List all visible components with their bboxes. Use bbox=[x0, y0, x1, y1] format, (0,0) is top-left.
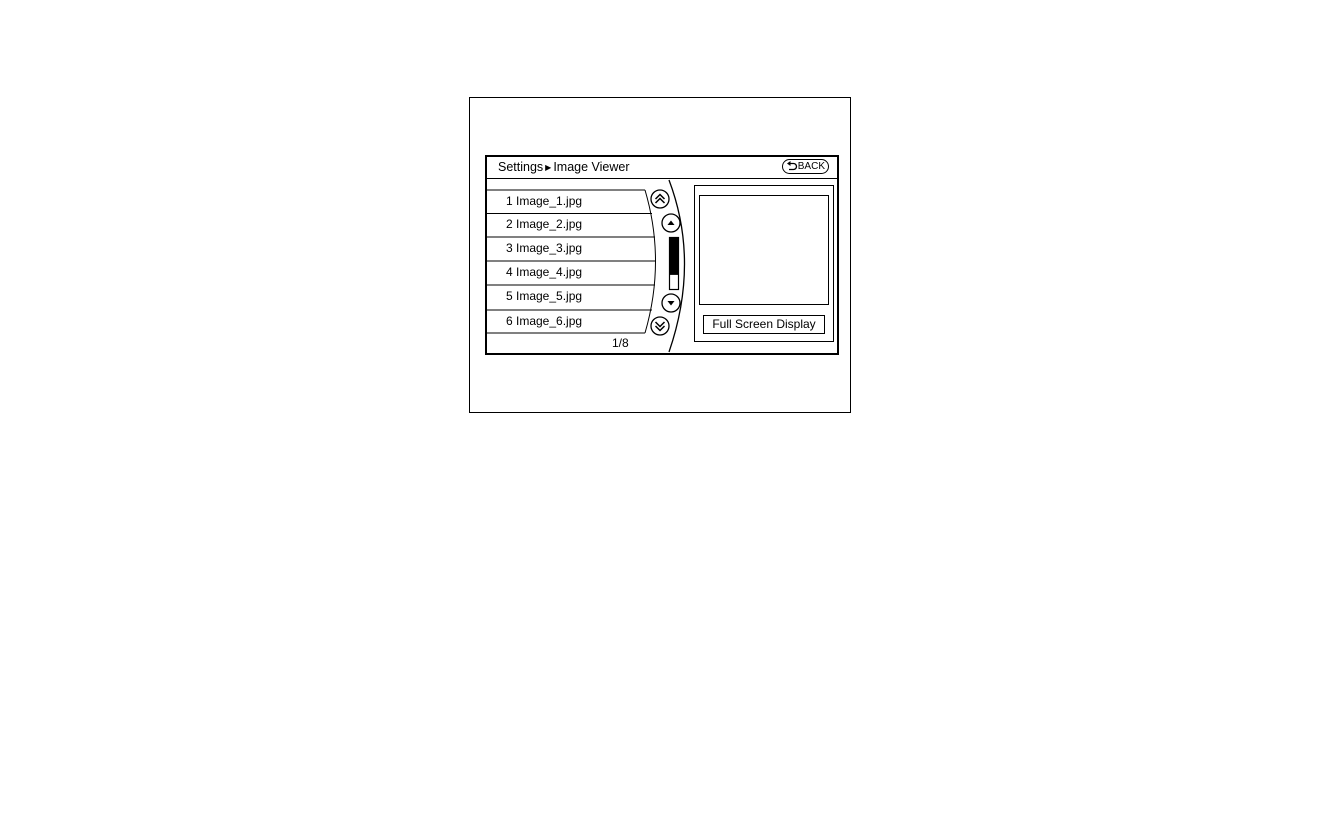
list-item[interactable] bbox=[487, 237, 655, 260]
scrollbar-thumb[interactable] bbox=[670, 238, 679, 275]
page-counter: 1/8 bbox=[612, 336, 629, 350]
scroll-up-icon[interactable] bbox=[662, 214, 680, 232]
list-item[interactable] bbox=[487, 190, 645, 213]
list-item-label: 4 Image_4.jpg bbox=[506, 265, 583, 279]
back-button[interactable] bbox=[782, 159, 829, 174]
scroll-down-icon[interactable] bbox=[662, 294, 680, 312]
list-item-label: 1 Image_1.jpg bbox=[506, 194, 583, 208]
breadcrumb-root[interactable]: Settings bbox=[498, 160, 544, 174]
image-preview bbox=[699, 195, 829, 305]
list-item-label: 6 Image_6.jpg bbox=[506, 314, 583, 328]
full-screen-display-button[interactable]: Full Screen Display bbox=[703, 315, 825, 334]
scrollbar[interactable] bbox=[670, 238, 679, 290]
page-title: Image Viewer bbox=[553, 160, 630, 174]
page-up-icon[interactable] bbox=[651, 190, 669, 208]
list-item-label: 3 Image_3.jpg bbox=[506, 241, 583, 255]
breadcrumb-separator-icon: ▶ bbox=[545, 163, 552, 172]
header-divider bbox=[487, 178, 837, 179]
page-down-icon[interactable] bbox=[651, 317, 669, 335]
breadcrumb bbox=[498, 159, 630, 177]
list-item[interactable] bbox=[487, 285, 652, 308]
list-item[interactable] bbox=[487, 261, 655, 284]
back-label: BACK bbox=[797, 161, 825, 172]
list-item[interactable] bbox=[487, 310, 645, 333]
list-item-label: 5 Image_5.jpg bbox=[506, 289, 583, 303]
list-item[interactable] bbox=[487, 213, 652, 236]
back-arrow-icon bbox=[786, 161, 798, 172]
list-item-label: 2 Image_2.jpg bbox=[506, 217, 583, 231]
